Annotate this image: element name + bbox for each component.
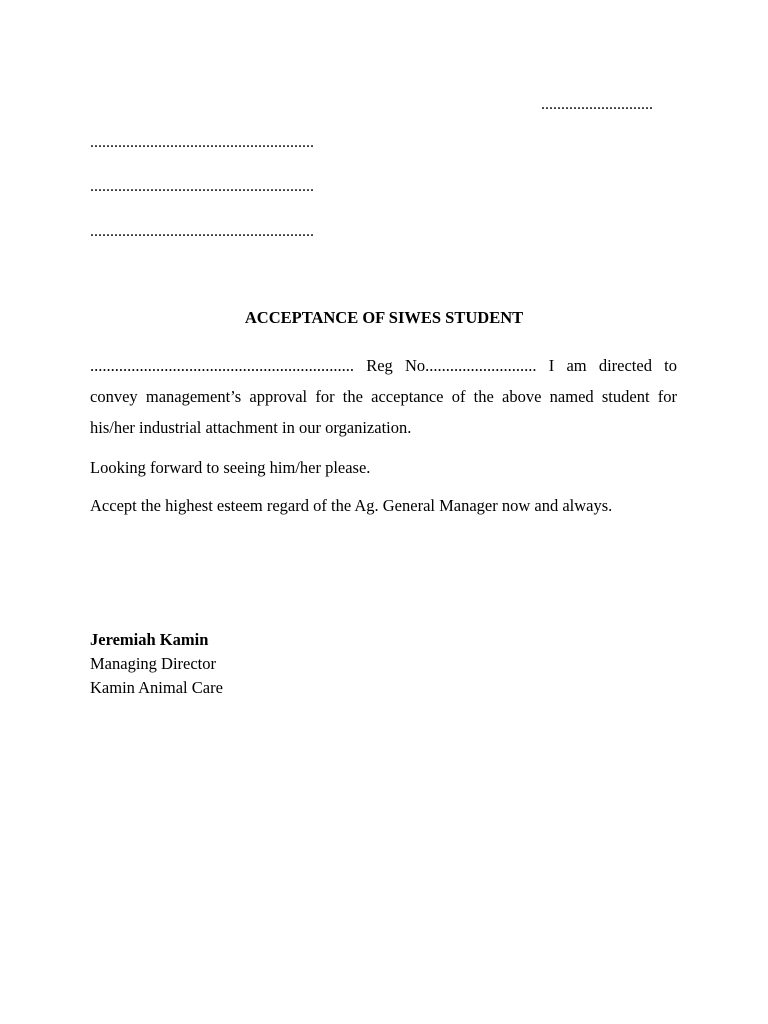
closing-paragraph-2: Accept the highest esteem regard of the Ag. General Manager now and always. [90,496,613,515]
address-line-2: ........................................................ [90,178,314,195]
body-paragraph [90,350,677,443]
signatory-organization: Kamin Animal Care [90,678,223,697]
signatory-name: Jeremiah Kamin [90,630,209,649]
body-line-1: ................................................................ Reg No........................... I am directed to [90,356,677,375]
letter-title: ACCEPTANCE OF SIWES STUDENT [244,308,524,327]
address-line-3: ........................................................ [90,223,314,240]
body-line-3: his/her industrial attachment in our organization. [90,418,412,437]
signatory-position: Managing Director [90,654,216,673]
address-line-1: ........................................................ [90,134,314,151]
body-line-2: convey management’s approval for the acceptance of the above named student for [90,387,677,406]
closing-paragraph-1: Looking forward to seeing him/her please. [90,458,371,477]
date-placeholder: ............................ [541,96,653,113]
